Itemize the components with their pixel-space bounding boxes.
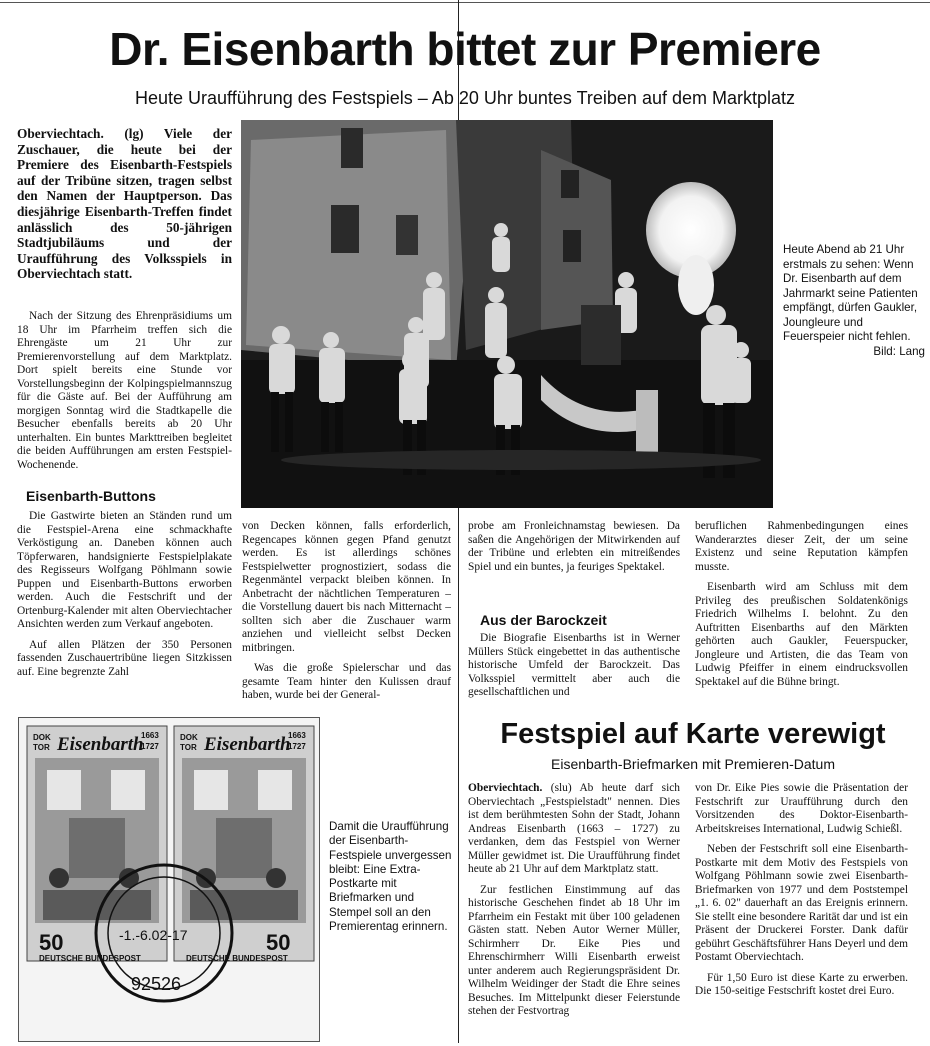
stamp-illustration <box>19 718 319 1041</box>
paragraph: von Dr. Eike Pies sowie die Präsentation der Festschrift zur Uraufführung durch den Vorsitzenden des Doktor-Eisenbarth-Arbeitskreises International, Ludwig Schießl. <box>695 782 908 835</box>
stamp-year-to: 1727 <box>288 742 306 751</box>
paragraph: Eisenbarth wird am Schluss mit dem Privileg des preußischen Soldatenkönigs Friedrich Wilhelms I. belohnt. Zu den Auftritten Eisenbarths auf den Märkten gehörten auch Gaukler, Feuerspucker, Jongleure und Artisten, die das Team von Ludwig Pfeiffer in einem eindrucksvollen Spektakel auf die Bühne bringt. <box>695 581 908 688</box>
dateline: Oberviechtach. <box>468 782 543 794</box>
paragraph: von Decken können, falls erforderlich, Regencapes können gegen Pfand genutzt werden. Es ist allerdings schönes Festspielwetter prognostiziert, sodass die Regenmäntel verpackt bleiben können. In Anbetracht der nächtlichen Temperaturen – die Vorstellung dauert bis nach Mitternacht – sollten sich aber die Zuschauer warm anziehen und vielleicht selbst Decken mitbringen. <box>242 520 451 654</box>
column-3-bottom <box>468 632 680 707</box>
photo-credit: Bild: Lang <box>873 344 925 358</box>
paragraph: beruflichen Rahmenbedingungen eines Wanderarztes dieser Zeit, der um seine Existenz und seine Reputation kämpfen musste. <box>695 520 908 573</box>
article-2-column-1 <box>468 782 680 1026</box>
festival-photo-illustration <box>241 120 773 508</box>
stamp-post: DEUTSCHE BUNDESPOST <box>39 954 141 963</box>
stamp-image <box>18 717 320 1042</box>
festival-photo <box>241 120 773 508</box>
stamp-name: Eisenbarth <box>204 734 291 755</box>
stamp-year-to: 1727 <box>141 742 159 751</box>
column-1-bottom <box>17 510 232 686</box>
paragraph: Zur festlichen Einstimmung auf das historische Geschehen findet ab 18 Uhr im Pfarrheim ein Festakt mit über 100 geladenen Gästen statt. Neben Autor Werner Müller, Schirmherr Dr. Eike Pies und Ehrenschirmherr Willi Eisenbarth erweist unter anderem auch Regierungspräsident Dr. Wilhelm Weidinger der Stadt die Ehre seines Besuches. Im Mittelpunkt dieser Feierstunde stehen der Festvortrag <box>468 883 680 1017</box>
postmark-zip: 92526 <box>131 974 182 994</box>
photo-caption <box>783 243 925 359</box>
column-1-top <box>17 310 232 479</box>
column-2 <box>242 520 451 710</box>
postmark-date: -1.-6.02-17 <box>119 927 188 943</box>
stamp-caption: Damit die Uraufführung der Eisenbarth-Festspiele unvergessen bleibt: Eine Extra-Postkarte mit Briefmarken und Stempel soll an den Premierentag erinnern. <box>329 820 452 934</box>
section-heading-buttons: Eisenbarth-Buttons <box>26 488 156 504</box>
stamp-dok: DOK <box>33 733 51 742</box>
stamp-value: 50 <box>266 930 291 955</box>
stamp-dok: DOK <box>180 733 198 742</box>
stamp-name: Eisenbarth <box>57 734 144 755</box>
article-2-column-2 <box>695 782 908 1006</box>
paragraph: probe am Fronleichnamstag bewiesen. Da saßen die Angehörigen der Mitwirkenden auf der Tribüne und erlebten ein mitreißendes Spiel und ein buntes, ja feuriges Spektakel. <box>468 520 680 573</box>
column-4 <box>695 520 908 696</box>
stamp-tor: TOR <box>33 743 50 752</box>
stamp-year-from: 1663 <box>141 731 159 740</box>
stamp-value: 50 <box>39 930 64 955</box>
article-2-subheadline: Eisenbarth-Briefmarken mit Premieren-Datum <box>551 756 835 772</box>
column-3-top <box>468 520 680 581</box>
article-2-headline: Festspiel auf Karte verewigt <box>500 718 886 750</box>
headline: Dr. Eisenbarth bittet zur Premiere <box>109 23 821 75</box>
paragraph-text: (slu) Ab heute darf sich Oberviechtach „Festspielstadt" nennen. Dies ist dem berühmtesten Sohn der Stadt, Johann Andreas Eisenbarth (1663 – 1727) zu verdanken, dem das Festspiel von Werner Müller gewidmet ist. Die Uraufführung findet heute ab 21 Uhr auf dem Marktplatz statt. <box>468 782 680 875</box>
paragraph: Für 1,50 Euro ist diese Karte zu erwerben. Die 150-seitige Festschrift kostet drei Euro. <box>695 971 908 997</box>
top-rule <box>0 2 930 3</box>
paragraph <box>468 782 680 877</box>
stamp-post: DEUTSCHE BUNDESPOST <box>186 954 288 963</box>
paragraph: Was die große Spielerschar und das gesamte Team hinter den Kulissen drauf haben, wurde bei der General- <box>242 662 451 701</box>
paragraph: Auf allen Plätzen der 350 Personen fassenden Zuschauertribüne liegen Sitzkissen auf. Eine begrenzte Zahl <box>17 638 232 678</box>
paragraph: Neben der Festschrift soll eine Eisenbarth-Postkarte mit dem Motiv des Festspiels von Wolfgang Pöhlmann sowie zwei Eisenbarth-Briefmarken von 1977 und dem Poststempel „1. 6. 02" dauerhaft an das Ereignis erinnern. Sie stellt eine besondere Rarität dar und ist ein Präsent der Druckerei Forster. Dank dafür gebührt Geschäftsführer Hans Deyerl und dem Postamt Oberviechtach. <box>695 843 908 963</box>
paragraph: Die Gastwirte bieten an Ständen rund um die Festspiel-Arena eine schmackhafte Verköstigung an. Daneben können auch Töpferwaren, handsignierte Festspielplakate des Regisseurs Wolfgang Pöhlmann sowie Puppen und Eisenbarth-Buttons erworben werden. Auch die Festschrift und der Ortenburg-Kalender mit alten Oberviechtacher Ansichten werden zum Verkauf angeboten. <box>17 510 232 630</box>
paragraph: Die Biografie Eisenbarths ist in Werner Müllers Stück eingebettet in das authentische historische Umfeld der Barockzeit. Das Volksspiel vermittelt aber auch die gesellschaftlichen und <box>468 632 680 698</box>
paragraph: Nach der Sitzung des Ehrenpräsidiums um 18 Uhr im Pfarrheim treffen sich die Ehrengäste um 21 Uhr zur Premierenvorstellung auf dem Marktplatz. Dort spielt bereits eine Stunde vor Vorstellungsbeginn der Kolpingspielmannszug für die Gäste auf. Bei der Aufführung am morgigen Sonntag wird die Stadtkapelle die Besucher ebenfalls bereits ab 20 Uhr unterhalten. Ein buntes Markttreiben begleitet die beiden Aufführungen am ersten Festspiel-Wochenende. <box>17 310 232 471</box>
lead-paragraph: Oberviechtach. (lg) Viele der Zuschauer, die heute bei der Premiere des Eisenbarth-Festspiels auf der Tribüne sitzen, tragen selbst den Namen der Hauptperson. Das diesjährige Eisenbarth-Treffen findet anlässlich des 50-jährigen Stadtjubiläums und der Uraufführung des Volksspiels in Oberviechtach statt. <box>17 126 232 282</box>
section-heading-barock: Aus der Barockzeit <box>480 612 607 628</box>
photo-caption-text: Heute Abend ab 21 Uhr erstmals zu sehen: Wenn Dr. Eisenbarth auf dem Jahrmarkt seine Patienten empfängt, dürfen Gaukler, Joungleure und Feuerspeier nicht fehlen. <box>783 243 918 343</box>
stamp-year-from: 1663 <box>288 731 306 740</box>
stamp-tor: TOR <box>180 743 197 752</box>
subheadline: Heute Uraufführung des Festspiels – Ab 20 Uhr buntes Treiben auf dem Marktplatz <box>134 88 796 108</box>
